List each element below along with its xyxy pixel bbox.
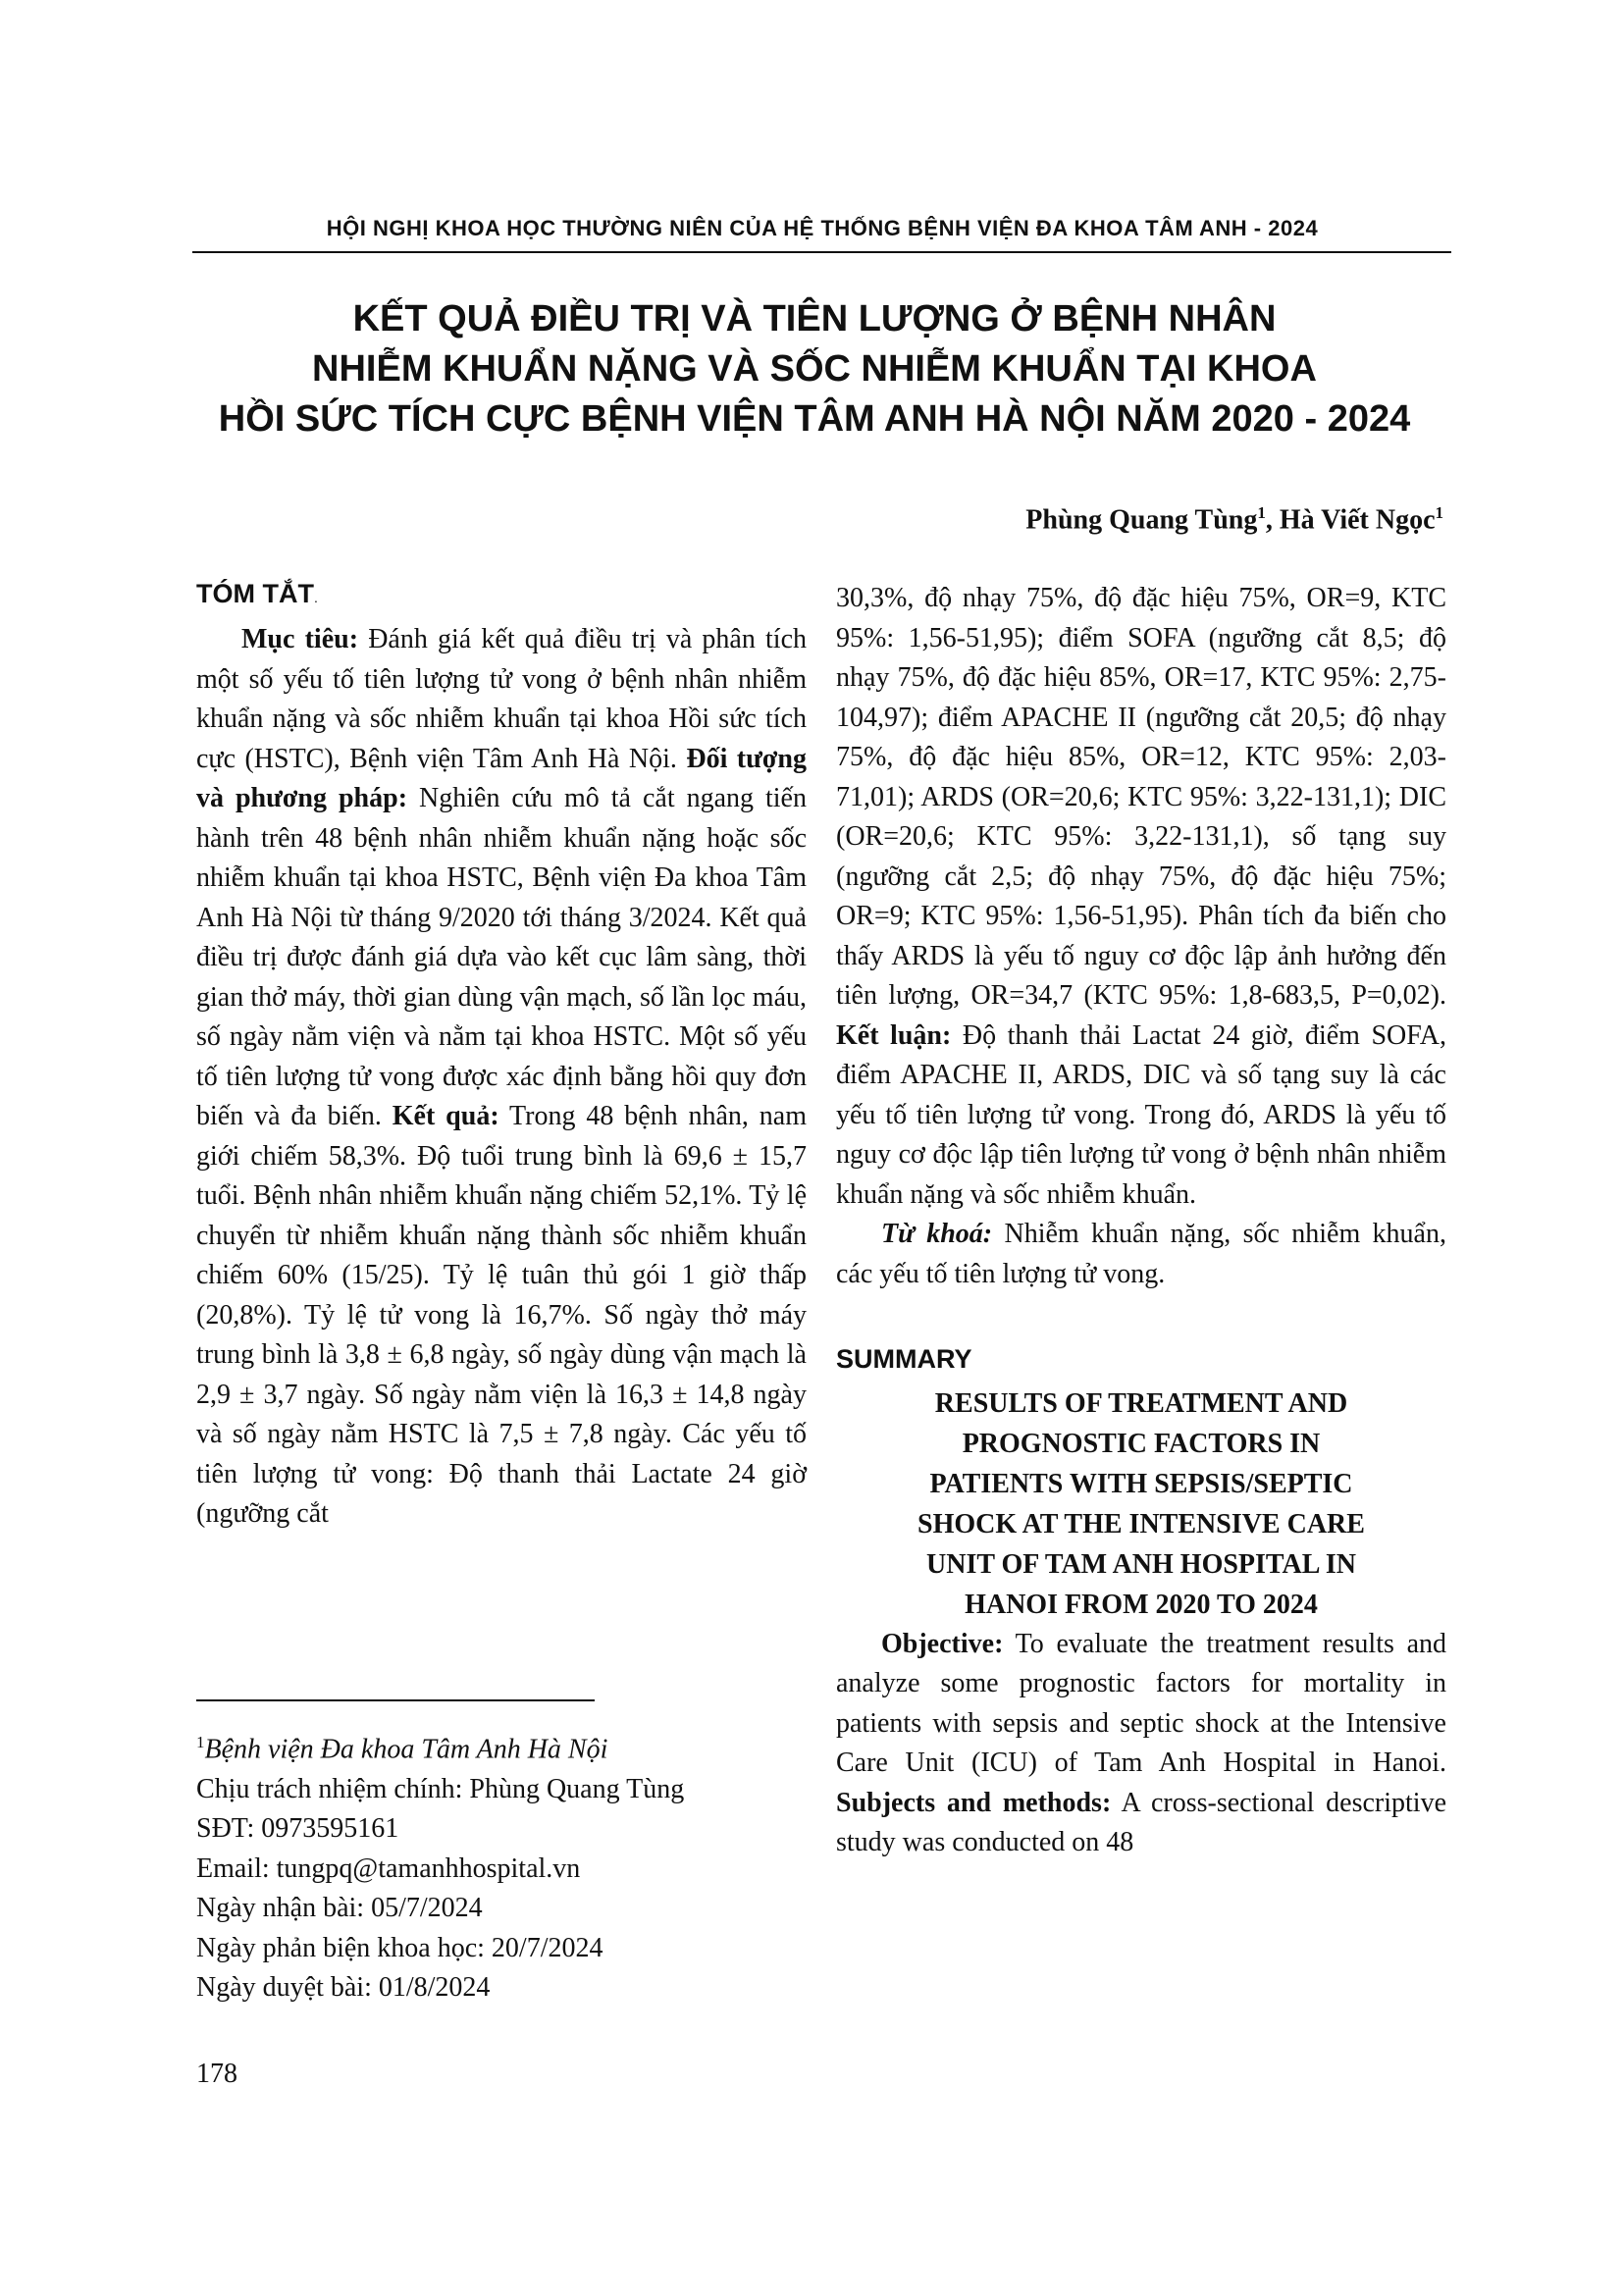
footnote-accepted: Ngày duyệt bài: 01/8/2024 [196, 1972, 491, 2004]
summary-methods-text: A cross-sectional descriptive study was conducted on 48 [836, 1787, 1447, 1857]
results-text: Trong 48 bệnh nhân, nam giới chiếm 58,3%. Độ tuổi trung bình là 69,6 ± 15,7 tuổi. Bệnh nhân nhiễm khuẩn nặng chiếm 52,1%. Tỷ lệ chuyển từ nhiễm khuẩn nặng thành sốc nhiễm khuẩn chiếm 60% (15/25). Tỷ lệ tuân thủ gói 1 giờ thấp (20,8%). Tỷ lệ tử vong là 16,7%. Số ngày thở máy trung bình là 3,8 ± 6,8 ngày, số ngày dùng vận mạch là 2,9 ± 3,7 ngày. Số ngày nằm viện là 16,3 ± 14,8 ngày và số ngày nằm HSTC là 7,5 ± 7,8 ngày. Các yếu tố tiên lượng tử vong: Độ thanh thải Lactate 24 giờ (ngưỡng cắt [196, 1101, 807, 1529]
abstract-heading-text: TÓM TẮT [196, 579, 314, 608]
methods-text: Nghiên cứu mô tả cắt ngang tiến hành trên 48 bệnh nhân nhiễm khuẩn nặng hoặc sốc nhiễm khuẩn tại khoa HSTC, Bệnh viện Đa khoa Tâm Anh Hà Nội từ tháng 9/2020 tới tháng 3/2024. Kết quả điều trị được đánh giá dựa vào kết cục lâm sàng, thời gian thở máy, thời gian dùng vận mạch, số lần lọc máu, số ngày nằm viện và nằm tại khoa HSTC. Một số yếu tố tiên lượng tử vong được xác định bằng hồi quy đơn biến và đa biến. [196, 783, 807, 1131]
left-column [196, 620, 807, 1535]
abstract-paragraph [196, 620, 807, 1535]
objective-label: Mục tiêu: [241, 624, 359, 654]
conclusion-label: Kết luận: [836, 1019, 952, 1051]
footnote-affiliation-mark: 1 [196, 1733, 205, 1751]
footnote-received: Ngày nhận bài: 05/7/2024 [196, 1893, 483, 1924]
footnotes [196, 1723, 824, 2009]
keywords-text: Nhiễm khuẩn nặng, sốc nhiễm khuẩn, các yếu tố tiên lượng tử vong. [836, 1219, 1446, 1289]
abstract-heading-dot: . [313, 590, 318, 605]
methods-label: Đối tượng và phương pháp: [196, 743, 808, 813]
author-name: Phùng Quang Tùng [1025, 504, 1258, 536]
summary-objective-text: To evaluate the treatment results and analyze some prognostic factors for mortality in patients with sepsis and septic shock at the Intensive Care Unit (ICU) of Tam Anh Hospital in Hanoi. [836, 1628, 1446, 1778]
abstract-paragraph-continued [836, 579, 1446, 1215]
footnote-affiliation-text: Bệnh viện Đa khoa Tâm Anh Hà Nội [204, 1734, 608, 1765]
results-label: Kết quả: [392, 1101, 499, 1131]
english-title-line: UNIT OF TAM ANH HOSPITAL IN [926, 1548, 1356, 1580]
keywords-label: Từ khoá: [881, 1219, 993, 1249]
english-title-line: PROGNOSTIC FACTORS IN [962, 1428, 1321, 1459]
objective-text: Đánh giá kết quả điều trị và phân tích một số yếu tố tiên lượng tử vong ở bệnh nhân nhiễm khuẩn nặng và sốc nhiễm khuẩn tại khoa Hồi sức tích cực (HSTC), Bệnh viện Tâm Anh Hà Nội. [196, 624, 807, 774]
author-separator: , [1265, 504, 1280, 536]
article-title [177, 294, 1452, 444]
footnote-email: Email: tungpq@tamanhhospital.vn [196, 1852, 581, 1884]
english-title [836, 1383, 1446, 1625]
summary-paragraph [836, 1625, 1446, 1863]
conclusion-text: Độ thanh thải Lactat 24 giờ, điểm SOFA, điểm APACHE II, ARDS, DIC và số tạng suy là các yếu tố tiên lượng tử vong. Trong đó, ARDS là yếu tố nguy cơ độc lập tiên lượng tử vong ở bệnh nhân nhiễm khuẩn nặng và sốc nhiễm khuẩn. [836, 1019, 1446, 1210]
header-rule [192, 251, 1451, 253]
english-title-line: HANOI FROM 2020 TO 2024 [965, 1589, 1318, 1620]
author-name: Hà Viết Ngọc [1279, 504, 1436, 536]
footnote-rule [196, 1699, 595, 1701]
title-line: HỒI SỨC TÍCH CỰC BỆNH VIỆN TÂM ANH HÀ NỘI NĂM 2020 - 2024 [218, 398, 1411, 440]
right-column [836, 579, 1446, 1863]
title-line: NHIỄM KHUẨN NẶNG VÀ SỐC NHIỄM KHUẨN TẠI KHOA [312, 348, 1317, 390]
english-title-line: SHOCK AT THE INTENSIVE CARE [917, 1508, 1365, 1539]
keywords-paragraph [836, 1215, 1446, 1294]
english-title-line: RESULTS OF TREATMENT AND [934, 1387, 1348, 1419]
abstract-heading [196, 579, 318, 609]
title-line: KẾT QUẢ ĐIỀU TRỊ VÀ TIÊN LƯỢNG Ở BỆNH NHÂN [352, 298, 1277, 339]
footnote-reviewed: Ngày phản biện khoa học: 20/7/2024 [196, 1932, 603, 1963]
running-header: HỘI NGHỊ KHOA HỌC THƯỜNG NIÊN CỦA HỆ THỐNG BỆNH VIỆN ĐA KHOA TÂM ANH - 2024 [326, 216, 1319, 240]
english-title-line: PATIENTS WITH SEPSIS/SEPTIC [929, 1468, 1353, 1499]
author-list [1025, 503, 1443, 536]
results-text-continued: 30,3%, độ nhạy 75%, độ đặc hiệu 75%, OR=9, KTC 95%: 1,56-51,95); điểm SOFA (ngưỡng cắt 8,5; độ nhạy 75%, độ đặc hiệu 85%, OR=17, KTC 95%: 2,75-104,97); điểm APACHE II (ngưỡng cắt 20,5; độ nhạy 75%, độ đặc hiệu 85%, OR=12, KTC 95%: 2,03-71,01); ARDS (OR=20,6; KTC 95%: 3,22-131,1); DIC (OR=20,6; KTC 95%: 3,22-131,1), số tạng suy (ngưỡng cắt 2,5; độ nhạy 75%, độ đặc hiệu 75%; OR=9; KTC 95%: 1,56-51,95). Phân tích đa biến cho thấy ARDS là yếu tố nguy cơ độc lập ảnh hưởng đến tiên lượng, OR=34,7 (KTC 95%: 1,8-683,5, P=0,02). [836, 583, 1446, 1011]
author-affiliation-mark: 1 [1257, 503, 1266, 522]
footnote-affiliation [196, 1723, 824, 1770]
summary-objective-label: Objective: [881, 1628, 1004, 1659]
summary-methods-label: Subjects and methods: [836, 1787, 1112, 1818]
footnote-phone: SĐT: 0973595161 [196, 1813, 399, 1845]
author-affiliation-mark: 1 [1435, 503, 1443, 522]
page-number: 178 [196, 2059, 237, 2089]
footnote-corresponding: Chịu trách nhiệm chính: Phùng Quang Tùng [196, 1773, 685, 1804]
summary-heading: SUMMARY [836, 1344, 972, 1374]
